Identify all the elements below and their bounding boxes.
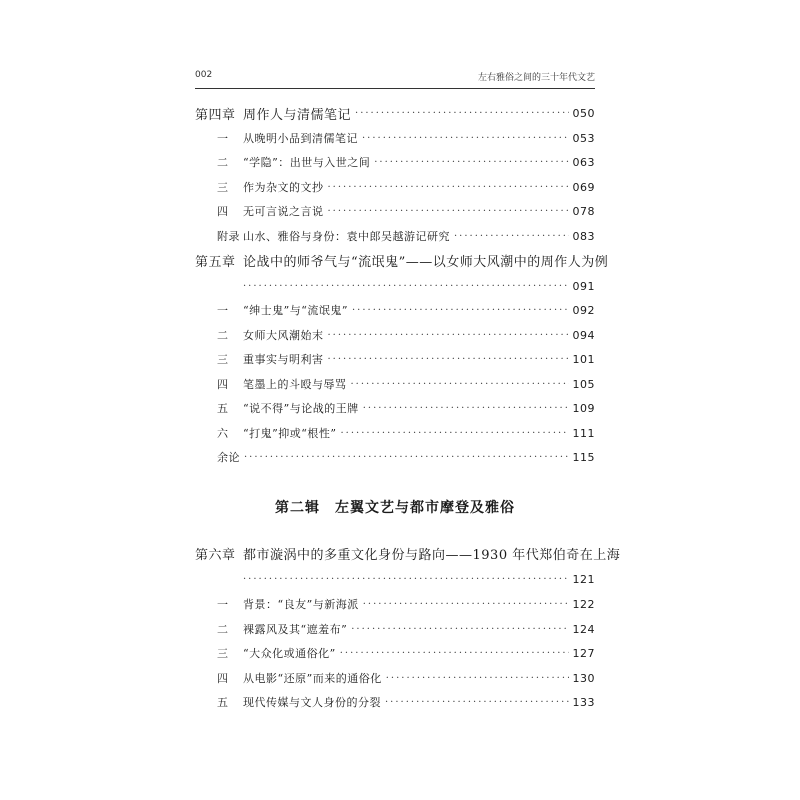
section-number: 三 bbox=[217, 647, 229, 660]
toc-section[interactable] bbox=[195, 668, 595, 688]
toc-chapter-6[interactable] bbox=[195, 543, 621, 563]
page-ref: 133 bbox=[572, 695, 595, 709]
section-title: 现代传媒与文人身份的分裂 bbox=[243, 696, 381, 709]
section-title: “说不得”与论战的王牌 bbox=[243, 402, 359, 415]
page-ref: 069 bbox=[572, 180, 595, 194]
section-title: “打鬼”抑或“根性” bbox=[243, 427, 337, 440]
page-ref: 050 bbox=[572, 106, 595, 120]
chapter-title: 论战中的师爷气与“流氓鬼”——以女师大风潮中的周作人为例 bbox=[243, 254, 609, 270]
section-title: “绅士鬼”与“流氓鬼” bbox=[243, 304, 348, 317]
leader-dots bbox=[363, 599, 569, 610]
leader-dots bbox=[328, 330, 569, 341]
page-ref: 115 bbox=[572, 450, 595, 464]
toc-chapter-5-page-line[interactable] bbox=[195, 276, 595, 296]
section-number: 附录 bbox=[217, 230, 240, 243]
section-number: 四 bbox=[217, 672, 229, 685]
section-number: 四 bbox=[217, 205, 229, 218]
toc-section[interactable] bbox=[195, 201, 595, 221]
page-ref: 122 bbox=[572, 597, 595, 611]
toc-section[interactable] bbox=[195, 152, 595, 172]
leader-dots bbox=[243, 574, 569, 585]
section-number: 四 bbox=[217, 378, 229, 391]
page-ref: 127 bbox=[572, 646, 595, 660]
page-ref: 109 bbox=[572, 401, 595, 415]
toc-section[interactable] bbox=[195, 349, 595, 369]
toc-section[interactable] bbox=[195, 128, 595, 148]
leader-dots bbox=[352, 305, 569, 316]
page-ref: 101 bbox=[572, 352, 595, 366]
leader-dots bbox=[243, 281, 569, 292]
header-page-number: 002 bbox=[195, 70, 213, 80]
running-header bbox=[195, 70, 595, 84]
section-title: 从电影“还原”而来的通俗化 bbox=[243, 672, 382, 685]
leader-dots bbox=[355, 108, 568, 119]
toc-section[interactable] bbox=[195, 300, 595, 320]
chapter-number: 第六章 bbox=[195, 547, 236, 563]
page-ref: 111 bbox=[572, 426, 595, 440]
section-number: 五 bbox=[217, 696, 229, 709]
page-ref: 121 bbox=[572, 572, 595, 586]
page-ref: 091 bbox=[572, 279, 595, 293]
toc-chapter-4[interactable] bbox=[195, 103, 595, 123]
toc-section[interactable] bbox=[195, 692, 595, 712]
leader-dots bbox=[363, 403, 569, 414]
header-rule bbox=[195, 88, 595, 89]
page-ref: 130 bbox=[572, 671, 595, 685]
section-title: 背景：“良友”与新海派 bbox=[243, 598, 359, 611]
leader-dots bbox=[351, 379, 569, 390]
section-title: 山水、雅俗与身份：袁中郎吴越游记研究 bbox=[243, 230, 450, 243]
section-title: 笔墨上的斗殴与辱骂 bbox=[243, 378, 347, 391]
chapter-number: 第五章 bbox=[195, 254, 236, 270]
section-number: 三 bbox=[217, 353, 229, 366]
toc-section[interactable] bbox=[195, 177, 595, 197]
part-heading: 第二辑 左翼文艺与都市摩登及雅俗 bbox=[275, 500, 515, 516]
section-title: 无可言说之言说 bbox=[243, 205, 324, 218]
toc-section[interactable] bbox=[195, 374, 595, 394]
page-ref: 053 bbox=[572, 131, 595, 145]
section-number: 二 bbox=[217, 156, 229, 169]
toc-section[interactable] bbox=[195, 398, 595, 418]
section-number: 二 bbox=[217, 329, 229, 342]
leader-dots bbox=[374, 157, 568, 168]
page-ref: 124 bbox=[572, 622, 595, 636]
leader-dots bbox=[386, 673, 569, 684]
toc-section[interactable] bbox=[195, 325, 595, 345]
toc-appendix[interactable] bbox=[195, 226, 595, 246]
section-title: “大众化或通俗化” bbox=[243, 647, 336, 660]
toc-section[interactable] bbox=[195, 594, 595, 614]
leader-dots bbox=[244, 452, 569, 463]
section-number: 二 bbox=[217, 623, 229, 636]
section-title: 余论 bbox=[217, 451, 240, 464]
leader-dots bbox=[328, 206, 569, 217]
chapter-title: 周作人与清儒笔记 bbox=[243, 107, 352, 123]
header-book-title: 左右雅俗之间的三十年代文艺 bbox=[477, 73, 595, 83]
section-title: 裸露风及其“遮羞布” bbox=[243, 623, 348, 636]
page-ref: 105 bbox=[572, 377, 595, 391]
leader-dots bbox=[328, 354, 569, 365]
page-ref: 092 bbox=[572, 303, 595, 317]
page-ref: 083 bbox=[572, 229, 595, 243]
leader-dots bbox=[351, 624, 568, 635]
toc-section[interactable] bbox=[195, 643, 595, 663]
section-number: 一 bbox=[217, 598, 229, 611]
section-title: 从晚明小品到清儒笔记 bbox=[243, 132, 358, 145]
toc-section[interactable] bbox=[195, 423, 595, 443]
toc-epilogue[interactable] bbox=[195, 447, 595, 467]
leader-dots bbox=[341, 428, 569, 439]
section-number: 一 bbox=[217, 132, 229, 145]
section-title: 女师大风潮始末 bbox=[243, 329, 324, 342]
leader-dots bbox=[385, 697, 569, 708]
page-ref: 078 bbox=[572, 204, 595, 218]
leader-dots bbox=[454, 231, 569, 242]
chapter-number: 第四章 bbox=[195, 107, 236, 123]
leader-dots bbox=[328, 182, 569, 193]
section-title: “学隐”：出世与入世之间 bbox=[243, 156, 371, 169]
page-ref: 094 bbox=[572, 328, 595, 342]
toc-chapter-6-page-line[interactable] bbox=[195, 569, 595, 589]
section-number: 三 bbox=[217, 181, 229, 194]
section-number: 一 bbox=[217, 304, 229, 317]
leader-dots bbox=[362, 133, 569, 144]
page-ref: 063 bbox=[572, 155, 595, 169]
section-title: 作为杂文的文抄 bbox=[243, 181, 324, 194]
toc-section[interactable] bbox=[195, 619, 595, 639]
section-title: 重事实与明利害 bbox=[243, 353, 324, 366]
section-number: 五 bbox=[217, 402, 229, 415]
chapter-title: 都市漩涡中的多重文化身份与路向——1930 年代郑伯奇在上海 bbox=[243, 547, 621, 563]
section-number: 六 bbox=[217, 427, 229, 440]
leader-dots bbox=[340, 648, 569, 659]
toc-chapter-5[interactable] bbox=[195, 250, 609, 270]
